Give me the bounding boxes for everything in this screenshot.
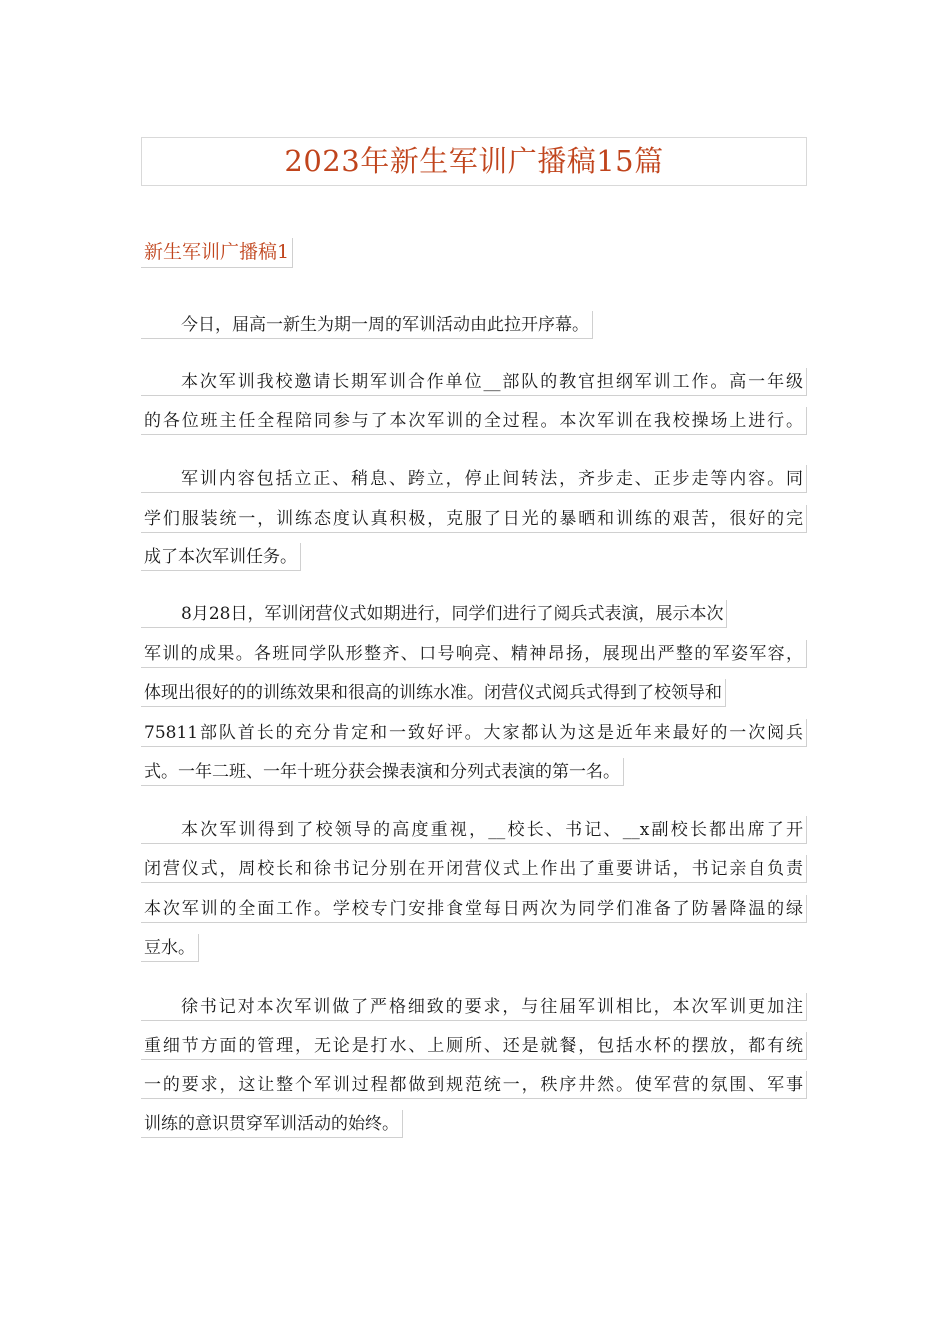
- paragraph-5-line-2: 闭营仪式，周校长和徐书记分别在开闭营仪式上作出了重要讲话，书记亲自负责: [141, 855, 807, 883]
- paragraph-4-line-5: 式。一年二班、一年十班分获会操表演和分列式表演的第一名。: [141, 758, 624, 786]
- paragraph-5-line-3: 本次军训的全面工作。学校专门安排食堂每日两次为同学们准备了防暑降温的绿: [141, 895, 807, 923]
- paragraph-6-line-4: 训练的意识贯穿军训活动的始终。: [141, 1110, 403, 1138]
- paragraph-4-line-4: 75811部队首长的充分肯定和一致好评。大家都认为这是近年来最好的一次阅兵: [141, 719, 807, 747]
- paragraph-2-line-2: 的各位班主任全程陪同参与了本次军训的全过程。本次军训在我校操场上进行。: [141, 407, 807, 435]
- paragraph-6-line-3: 一的要求，这让整个军训过程都做到规范统一，秩序井然。使军营的氛围、军事: [141, 1071, 807, 1099]
- paragraph-4-line-1: 8月28日，军训闭营仪式如期进行，同学们进行了阅兵式表演，展示本次: [141, 600, 727, 628]
- document-title-box: [141, 137, 807, 186]
- paragraph-5-line-4: 豆水。: [141, 934, 199, 962]
- paragraph-3-line-1: 军训内容包括立正、稍息、跨立，停止间转法，齐步走、正步走等内容。同: [141, 465, 807, 493]
- document-title: 2023年新生军训广播稿15篇: [284, 144, 664, 178]
- paragraph-4-line-3: 体现出很好的的训练效果和很高的训练水准。闭营仪式阅兵式得到了校领导和: [141, 679, 726, 707]
- paragraph-6-line-2: 重细节方面的管理，无论是打水、上厕所、还是就餐，包括水杯的摆放，都有统: [141, 1032, 807, 1060]
- paragraph-6-line-1: 徐书记对本次军训做了严格细致的要求，与往届军训相比，本次军训更加注: [141, 993, 807, 1021]
- paragraph-4-line-2: 军训的成果。各班同学队形整齐、口号响亮、精神昂扬，展现出严整的军姿军容，: [141, 640, 807, 668]
- paragraph-5-line-1: 本次军训得到了校领导的高度重视，__校长、书记、__x副校长都出席了开: [141, 816, 807, 844]
- paragraph-3-line-2: 学们服装统一，训练态度认真积极，克服了日光的暴晒和训练的艰苦，很好的完: [141, 505, 807, 533]
- section-heading: 新生军训广播稿1: [141, 238, 293, 268]
- paragraph-1-line-1: 今日，届高一新生为期一周的军训活动由此拉开序幕。: [141, 311, 593, 339]
- paragraph-3-line-3: 成了本次军训任务。: [141, 543, 301, 571]
- paragraph-2-line-1: 本次军训我校邀请长期军训合作单位__部队的教官担纲军训工作。高一年级: [141, 368, 807, 396]
